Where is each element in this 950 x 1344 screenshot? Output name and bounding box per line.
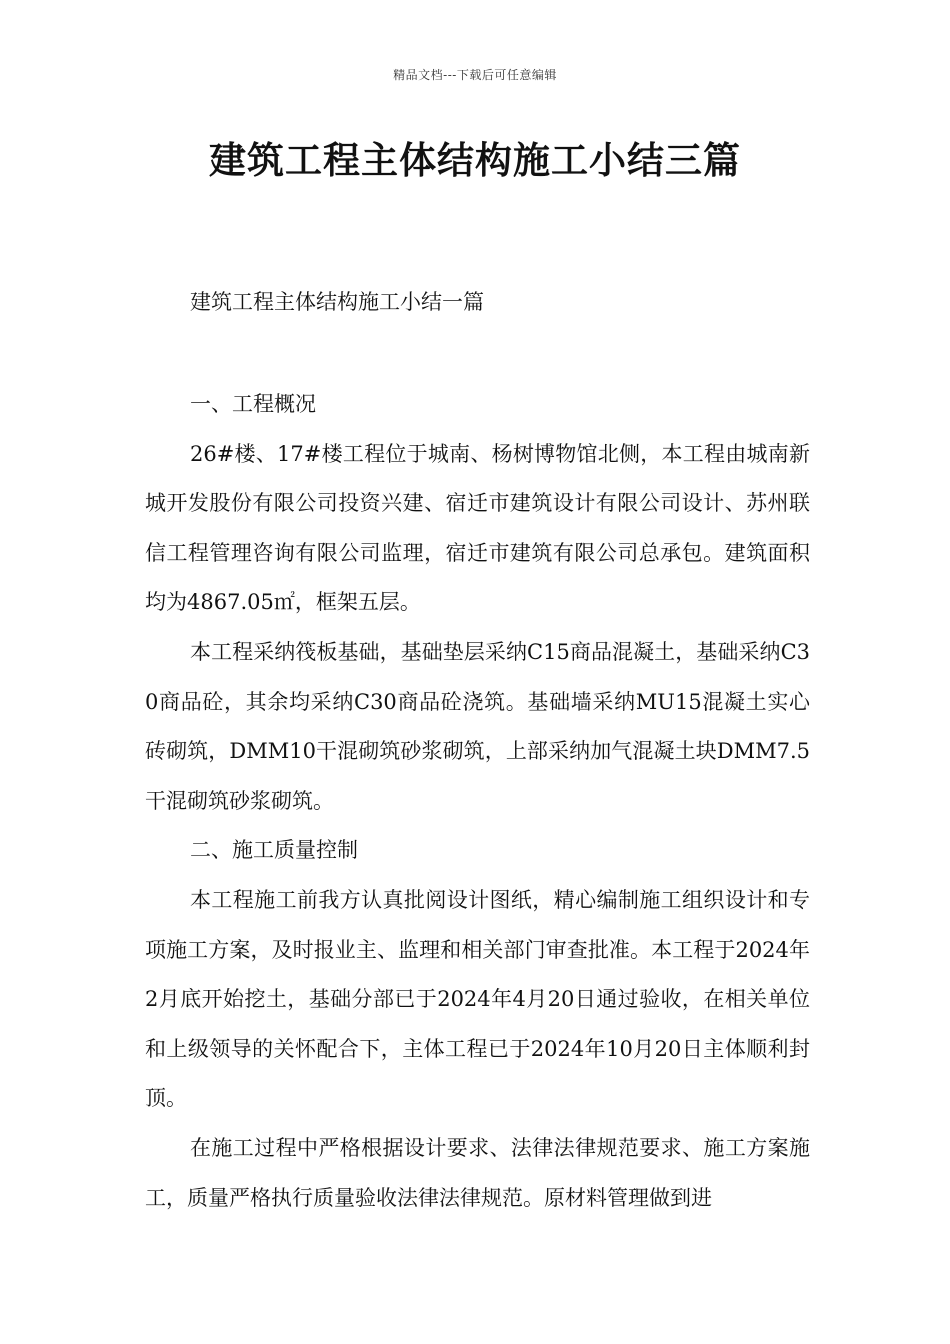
section-subtitle: 建筑工程主体结构施工小结一篇 <box>190 290 484 314</box>
paragraph-foundation: 本工程采纳筏板基础，基础垫层采纳C15商品混凝土，基础采纳C30商品砼，其余均采纳C30商品砼浇筑。基础墙采纳MU15混凝土实心砖砌筑，DMM10干混砌筑砂浆砌筑，上部采纳加气混凝土块DMM7.5干混砌筑砂浆砌筑。 <box>145 639 810 813</box>
document-body <box>145 380 810 1223</box>
paragraph-process: 在施工过程中严格根据设计要求、法律法律规范要求、施工方案施工，质量严格执行质量验收法律法律规范。原材料管理做到进 <box>145 1135 810 1210</box>
section-heading-overview: 一、工程概况 <box>190 392 316 416</box>
section-heading-quality: 二、施工质量控制 <box>190 838 358 863</box>
paragraph-schedule: 本工程施工前我方认真批阅设计图纸，精心编制施工组织设计和专项施工方案，及时报业主、监理和相关部门审查批准。本工程于2024年2月底开始挖土，基础分部已于2024年4月20日通过验收，在相关单位和上级领导的关怀配合下，主体工程已于2024年10月20日主体顺利封顶。 <box>145 887 810 1111</box>
document-title: 建筑工程主体结构施工小结三篇 <box>209 139 741 182</box>
paragraph-project-location: 26#楼、17#楼工程位于城南、杨树博物馆北侧，本工程由城南新城开发股份有限公司投资兴建、宿迁市建筑设计有限公司设计、苏州联信工程管理咨询有限公司监理，宿迁市建筑有限公司总承包。建筑面积均为4867.05㎡，框架五层。 <box>145 441 810 615</box>
header-note: 精品文档---下载后可任意编辑 <box>393 68 557 82</box>
